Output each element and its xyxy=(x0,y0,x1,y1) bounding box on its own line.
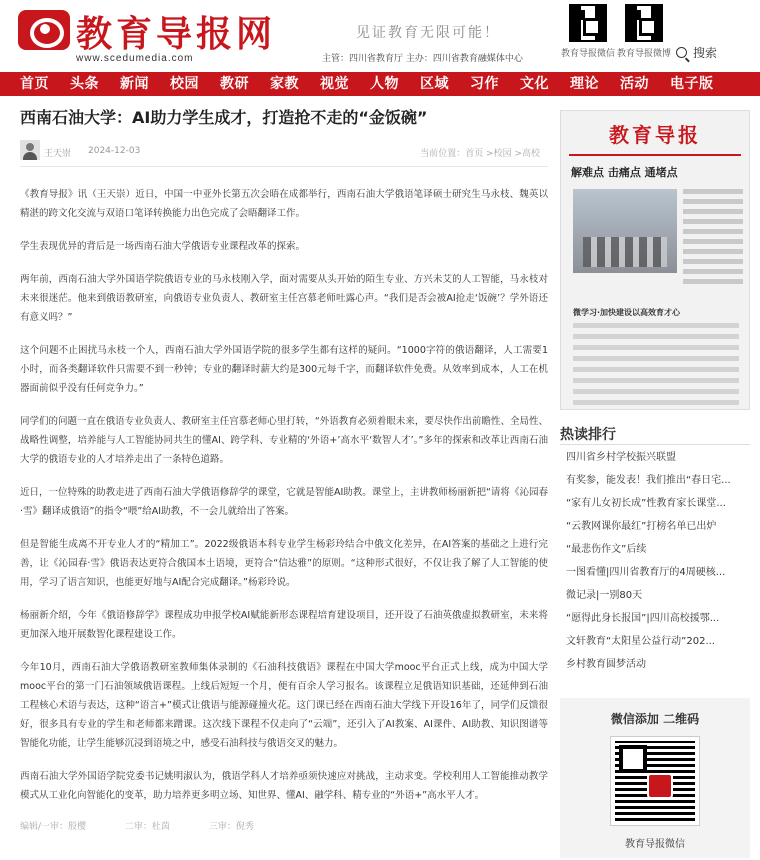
author-avatar xyxy=(20,140,40,160)
site-logo[interactable] xyxy=(18,6,308,64)
epaper-subhead: 微学习·加快建设以高效育才心 xyxy=(573,308,681,317)
hot-list-item[interactable]: “家有儿女初长成”性教育家长课堂... xyxy=(566,498,726,509)
qr-code-icon xyxy=(625,4,663,42)
search-label: 搜索 xyxy=(693,46,718,60)
nav-item[interactable]: 头条 xyxy=(70,76,99,92)
article-date: 2024-12-03 xyxy=(88,146,141,156)
search-button[interactable] xyxy=(676,44,717,61)
nav-item[interactable]: 活动 xyxy=(620,76,649,92)
article-author[interactable]: 王天崇 xyxy=(44,149,72,159)
hot-list-item[interactable]: “最悲伤作文”后续 xyxy=(566,544,647,555)
article-title: 西南石油大学：AI助力学生成才，打造抢不走的“金饭碗” xyxy=(20,108,428,127)
nav-item[interactable]: 校园 xyxy=(170,76,199,92)
wechat-title: 微信添加 二维码 xyxy=(610,712,700,726)
epaper-text-column xyxy=(683,189,743,289)
hot-list-item[interactable]: “云教网课你最红”打榜名单已出炉 xyxy=(566,521,717,532)
epaper-text-rows xyxy=(573,323,739,410)
hot-list-item[interactable]: 四川省乡村学校振兴联盟 xyxy=(566,452,676,463)
editor-first: 编辑/一审：殷樱 xyxy=(20,822,87,832)
epaper-headline: 解难点 击痛点 通堵点 xyxy=(571,166,678,179)
qr-wechat[interactable] xyxy=(560,4,616,59)
article-paragraph: 两年前，西南石油大学外国语学院俄语专业的马永枝刚入学，面对需要从头开始的陌生专业、方兴未艾的人工智能，马永枝对未来很迷茫。他来到俄语教研室，向俄语专业负责人、教研室主任宫慕老师吐露心声。“我们是否会被AI抢走‘饭碗’？学外语还有意义吗？” xyxy=(20,274,548,323)
article-paragraph: 近日，一位特殊的助教走进了西南石油大学俄语修辞学的课堂，它就是智能AI助教。课堂上，主讲教师杨丽新把“请将《沁园春·雪》翻译成俄语”的指令“喂”给AI助教，不一会儿就给出了答案。 xyxy=(20,487,548,517)
site-header xyxy=(0,0,760,72)
article-paragraph: 西南石油大学外国语学院党委书记姚明淑认为，俄语学科人才培养亟须快速应对挑战，主动求变。学校利用人工智能推动教学模式从工业化向智能化的变革，助力培养更多明立场、知世界、懂AI、融学科、精专业的“外语+”高水平人才。 xyxy=(20,771,548,801)
site-sponsors: 主管：四川省教育厅 主办：四川省教育融媒体中心 xyxy=(322,54,523,64)
logo-text: 教育导报网 xyxy=(76,13,277,55)
hot-list xyxy=(566,446,750,676)
article-paragraph: 同学们的问题一直在俄语专业负责人、教研室主任宫慕老师心里打转，“外语教育必须着眼未来，要尽快作出前瞻性、全局性、战略性调整，培养能与人工智能协同共生的懂AI、跨学科、专业精的‘外语+’高水平‘数智人才’。”多年的探索和改革让西南石油大学的俄语专业的人才培养走出了一条特色道路。 xyxy=(20,416,548,465)
article-paragraph: 杨丽新介绍，今年《俄语修辞学》课程成功申报学校AI赋能新形态课程培育建设项目，还开设了石油英俄虚拟教研室，未来将更加深入地开展数智化课程建设工作。 xyxy=(20,610,548,640)
article xyxy=(20,108,548,832)
nav-item[interactable]: 视觉 xyxy=(320,76,349,92)
qr-code-icon xyxy=(569,4,607,42)
hot-list-item[interactable]: 乡村教育圆梦活动 xyxy=(566,659,646,670)
logo-mark-icon xyxy=(18,10,70,50)
hot-list-item[interactable]: 微记录|一别80天 xyxy=(566,590,643,601)
hot-list-item[interactable]: 一图看懂|四川省教育厅的4周硬核... xyxy=(566,567,726,578)
epaper-photo xyxy=(573,189,677,273)
logo-url: www.scedumedia.com xyxy=(76,53,194,64)
article-editors xyxy=(20,819,548,832)
article-paragraph: 《教育导报》讯（王天崇）近日，中国一中亚外长第五次会晤在成都举行，西南石油大学俄语笔译硕士研究生马永枝、魏英以精湛的跨文化交流与双语口笔译转换能力出色完成了会晤翻译工作。 xyxy=(20,189,548,219)
article-meta xyxy=(20,138,548,167)
nav-item[interactable]: 文化 xyxy=(520,76,549,92)
article-body xyxy=(20,185,548,805)
qr-weibo-caption: 教育导报微博 xyxy=(616,49,671,59)
qr-wechat-caption: 教育导报微信 xyxy=(560,49,615,59)
hot-list-item[interactable]: 有奖参，能发表！我们推出“春日宅... xyxy=(566,475,731,486)
article-paragraph: 但是智能生成离不开专业人才的“精加工”。2022级俄语本科专业学生杨彩玲结合中俄文化差异，在AI答案的基础之上进行完善，让《沁园春·雪》俄语表达更符合俄国本土语境，更符合“信达雅”的原则。“这种形式很好，不仅让我了解了人工智能的使用，学习了语言知识，也能更好地与AI配合完成翻译。”杨彩玲说。 xyxy=(20,539,548,588)
article-paragraph: 今年10月，西南石油大学俄语教研室教师集体录制的《石油科技俄语》课程在中国大学mooc平台正式上线，成为中国大学mooc平台的第一门石油领域俄语课程。上线后短短一个月，便有百余人学习报名。该课程立足俄语知识基础，还延伸到石油工程核心术语与表达，这种“语言+”模式让俄语与能源碰撞火花。这门课已经在西南石油大学线下开设16年了，同学们反馈很好，很多具有专业的学生和老师都来蹭课。这次线下课程不仅走向了“云端”，还引入了AI教案、AI课件、AI助教、知识图谱等智能化功能，让学生能够沉浸到语境之中，感受石油科技与俄语交叉的魅力。 xyxy=(20,662,548,749)
wechat-caption: 教育导报微信 xyxy=(625,839,685,850)
nav-item[interactable]: 习作 xyxy=(470,76,499,92)
wechat-panel xyxy=(560,698,750,858)
editor-third: 三审：倪秀 xyxy=(208,822,254,832)
epaper-preview[interactable] xyxy=(560,110,750,410)
hot-list-divider xyxy=(560,444,750,445)
breadcrumb[interactable]: 当前位置：首页 >校园 >高校 xyxy=(420,149,540,159)
nav-item[interactable]: 新闻 xyxy=(120,76,149,92)
hot-list-item[interactable]: 文轩教育“太阳星公益行动”202... xyxy=(566,636,715,647)
nav-item[interactable]: 家教 xyxy=(270,76,299,92)
nav-item[interactable]: 人物 xyxy=(370,76,399,92)
article-paragraph: 学生表现优异的背后是一场西南石油大学俄语专业课程改革的探索。 xyxy=(20,241,306,252)
qr-weibo[interactable] xyxy=(616,4,672,59)
nav-item[interactable]: 区域 xyxy=(420,76,449,92)
search-icon xyxy=(676,47,687,58)
site-slogan: 见证教育无限可能！ xyxy=(356,25,500,41)
editor-second: 二审：杜茵 xyxy=(124,822,170,832)
nav-item[interactable]: 教研 xyxy=(220,76,249,92)
wechat-qr-code-icon xyxy=(611,737,699,825)
main-nav xyxy=(0,72,760,96)
hot-list-item[interactable]: “愿得此身长报国”|四川高校援鄂... xyxy=(566,613,720,624)
epaper-masthead: 教育导报 xyxy=(609,123,701,147)
hot-list-title: 热读排行 xyxy=(560,427,616,443)
nav-item[interactable]: 首页 xyxy=(20,76,49,92)
nav-item[interactable]: 电子版 xyxy=(670,76,714,92)
nav-item[interactable]: 理论 xyxy=(570,76,599,92)
article-paragraph: 这个问题不止困扰马永枝一个人，西南石油大学外国语学院的很多学生都有这样的疑问。“1000字符的俄语翻译，人工需要1小时，而各类翻译软件只需要不到一秒钟；专业的翻译时薪大约是300元每千字，而翻译软件免费。从效率到成本，人工在机器面前似乎没有任何竞争力。” xyxy=(20,345,548,394)
